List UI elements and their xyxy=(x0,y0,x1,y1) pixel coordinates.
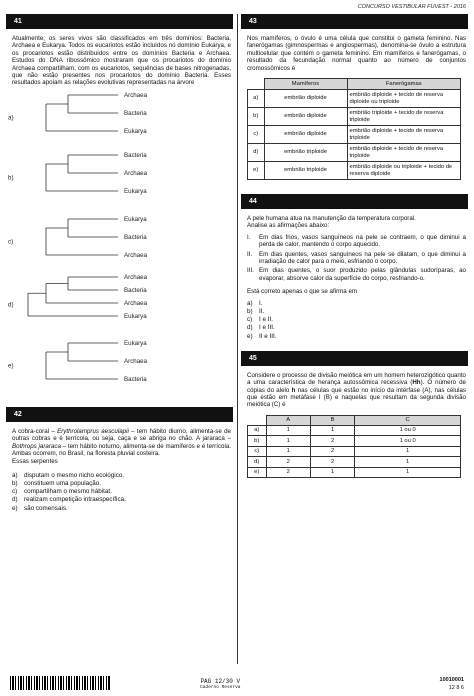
question-43-text: Nos mamíferos, o óvulo é uma célula que constitui o gameta feminino. Nas fanerógamas (gimnospermas e angiospermas), denomina-se óvulo a estrutura multicelular que contém o gameta feminino. Em mamíferos e fanerógamas, o resultado da fecundação normal quanto ao número de conjuntos cromossômicos é xyxy=(247,35,466,72)
taxon-label: Bacteria xyxy=(124,375,147,383)
option-c[interactable]: c) compartilham o mesmo hábitat. xyxy=(12,488,112,496)
question-45-table xyxy=(247,415,461,479)
option-d[interactable]: d) I e III. xyxy=(247,324,275,332)
taxon-label: Archaea xyxy=(124,357,148,365)
question-42-number: 42 xyxy=(6,407,233,422)
option-letter: d) xyxy=(8,301,14,309)
exam-code-number: 10010001 xyxy=(439,677,464,683)
table-row[interactable]: d) 2 2 1 xyxy=(248,457,461,468)
taxon-label: Bacteria xyxy=(124,109,147,117)
table-row[interactable]: c) 1 2 1 xyxy=(248,446,461,457)
question-43-number: 43 xyxy=(241,14,468,29)
table-corner xyxy=(248,79,265,90)
option-b[interactable]: b) II. xyxy=(247,307,265,315)
taxon-label: Archaea xyxy=(124,91,148,99)
header-c: C xyxy=(355,415,461,425)
question-44-intro: A pele humana atua na manutenção da temperatura corporal. xyxy=(247,215,416,223)
page-info xyxy=(200,678,241,690)
table-row[interactable]: a) 1 1 1 ou 0 xyxy=(248,425,461,436)
table-row[interactable]: b) 1 2 1 ou 0 xyxy=(248,436,461,447)
question-42-text: A cobra-coral – Erythrolamprus aesculapii – tem hábito diurno, alimenta-se de outras cobras e é terrícola, ou seja, caça e se abriga no chão. A jararaca – Bothrops jararaca – tem hábito noturno, alimenta-se de mamíferos e é terrícola. Ambas ocorrem, no Brasil, na floresta pluvial costeira. xyxy=(12,427,231,458)
option-e[interactable]: e) são comensais. xyxy=(12,504,68,512)
option-b[interactable]: b) constituem uma população. xyxy=(12,480,102,488)
question-43-table xyxy=(247,78,461,180)
taxon-label: Bacteria xyxy=(124,286,147,294)
question-44-question: Está correto apenas o que se afirma em xyxy=(247,288,358,296)
header-fanerogamas: Fanerógamas xyxy=(347,79,461,90)
exam-code xyxy=(440,677,464,691)
exam-header: CONCURSO VESTIBULAR FUVEST - 2016 xyxy=(357,4,466,10)
table-row[interactable]: c) embrião diploide embrião diploide + tecido de reserva triploide xyxy=(248,126,461,144)
tree-options xyxy=(8,92,148,383)
option-letter: b) xyxy=(8,174,14,182)
question-45-text: Considere o processo de divisão meiótica em um homem heterozigótico quanto a uma característica de herança autossômica recessiva (Hh). O número de cópias do alelo h nas células que estão no início da intérfase (A), nas células que estão em metáfase I (B) e naquelas que resultam da segunda divisão meiótica (C) é xyxy=(247,371,466,409)
phylogenetic-trees xyxy=(6,89,233,399)
question-42-prompt: Essas serpentes xyxy=(12,458,58,466)
taxon-label: Archaea xyxy=(124,299,148,307)
option-letter: e) xyxy=(8,362,14,370)
table-row[interactable]: e) 2 1 1 xyxy=(248,467,461,478)
question-44-prompt: Analise as afirmações abaixo: xyxy=(247,222,330,230)
taxon-label: Eukarya xyxy=(124,339,147,347)
taxon-label: Bacteria xyxy=(124,151,147,159)
table-corner xyxy=(248,415,267,425)
question-45-number: 45 xyxy=(241,351,468,366)
option-letter: c) xyxy=(8,238,14,246)
question-44-options xyxy=(241,300,468,341)
taxon-label: Archaea xyxy=(124,169,148,177)
question-42-options xyxy=(6,472,233,513)
question-41-number: 41 xyxy=(6,14,233,29)
taxon-label: Eukarya xyxy=(124,127,147,135)
option-e[interactable]: e) II e III. xyxy=(247,332,277,340)
option-a[interactable]: a) disputam o mesmo nicho ecológico. xyxy=(12,471,125,479)
column-divider xyxy=(237,14,238,664)
statement-3: III. Em dias quentes, o suor produzido pelas glândulas sudoríparas, ao evaporar, absorve calor da superfície do corpo, resfriando-o. xyxy=(247,267,466,282)
barcode xyxy=(10,676,110,690)
table-row[interactable]: a) embrião diploide embrião diploide + tecido de reserva diploide ou triploide xyxy=(248,90,461,108)
option-c[interactable]: c) I e II. xyxy=(247,316,273,324)
notebook-label: Caderno Reserva xyxy=(200,685,241,690)
taxon-label: Eukarya xyxy=(124,187,147,195)
taxon-label: Eukarya xyxy=(124,312,147,320)
question-44-number: 44 xyxy=(241,194,468,209)
page-number: PAG 12/30 V xyxy=(200,678,241,685)
taxon-label: Archaea xyxy=(124,273,148,281)
exam-code-sub: 12 8 6 xyxy=(448,685,464,691)
taxon-label: Archaea xyxy=(124,251,148,259)
statement-2: II. Em dias quentes, vasos sanguíneos na pele se dilatam, o que diminui a irradiação de calor para o meio, esfriando o corpo. xyxy=(247,250,466,266)
table-row[interactable]: d) embrião triploide embrião diploide + tecido de reserva triploide xyxy=(248,144,461,162)
question-41-intro: Atualmente, os seres vivos são classificados em três domínios: Bacteria, Archaea e Eukarya. Todos os eucariotos estão incluídos no domínio Eukarya, e os procariotos estão distribuídos entre os domínios Bacteria e Archaea. Estudos do DNA ribossômico mostraram que os procariotos do domínio Archaea compartilham, com os eucariotos, sequências de bases nitrogenadas, que não estão presentes nos procariotos do domínio Bacteria. Esses resultados apoiam as relações evolutivas representadas na árvore xyxy=(12,35,231,87)
right-column xyxy=(241,14,468,478)
option-d[interactable]: d) realizam competição intraespecífica. xyxy=(12,496,126,504)
header-b: B xyxy=(310,415,354,425)
table-row[interactable]: b) embrião diploide embrião triploide + tecido de reserva triploide xyxy=(248,108,461,126)
option-letter: a) xyxy=(8,114,14,122)
table-row[interactable]: e) embrião triploide embrião diploide ou triploide + tecido de reserva diploide xyxy=(248,162,461,180)
taxon-label: Bacteria xyxy=(124,233,147,241)
taxon-label: Eukarya xyxy=(124,215,147,223)
statement-1: I. Em dias frios, vasos sanguíneos na pele se contraem, o que diminui a perda de calor, mantendo o corpo aquecido. xyxy=(247,233,466,249)
header-mamiferos: Mamíferos xyxy=(264,79,347,90)
header-a: A xyxy=(266,415,310,425)
question-44-statements xyxy=(241,234,468,282)
option-a[interactable]: a) I. xyxy=(247,299,263,307)
left-column xyxy=(6,14,233,513)
